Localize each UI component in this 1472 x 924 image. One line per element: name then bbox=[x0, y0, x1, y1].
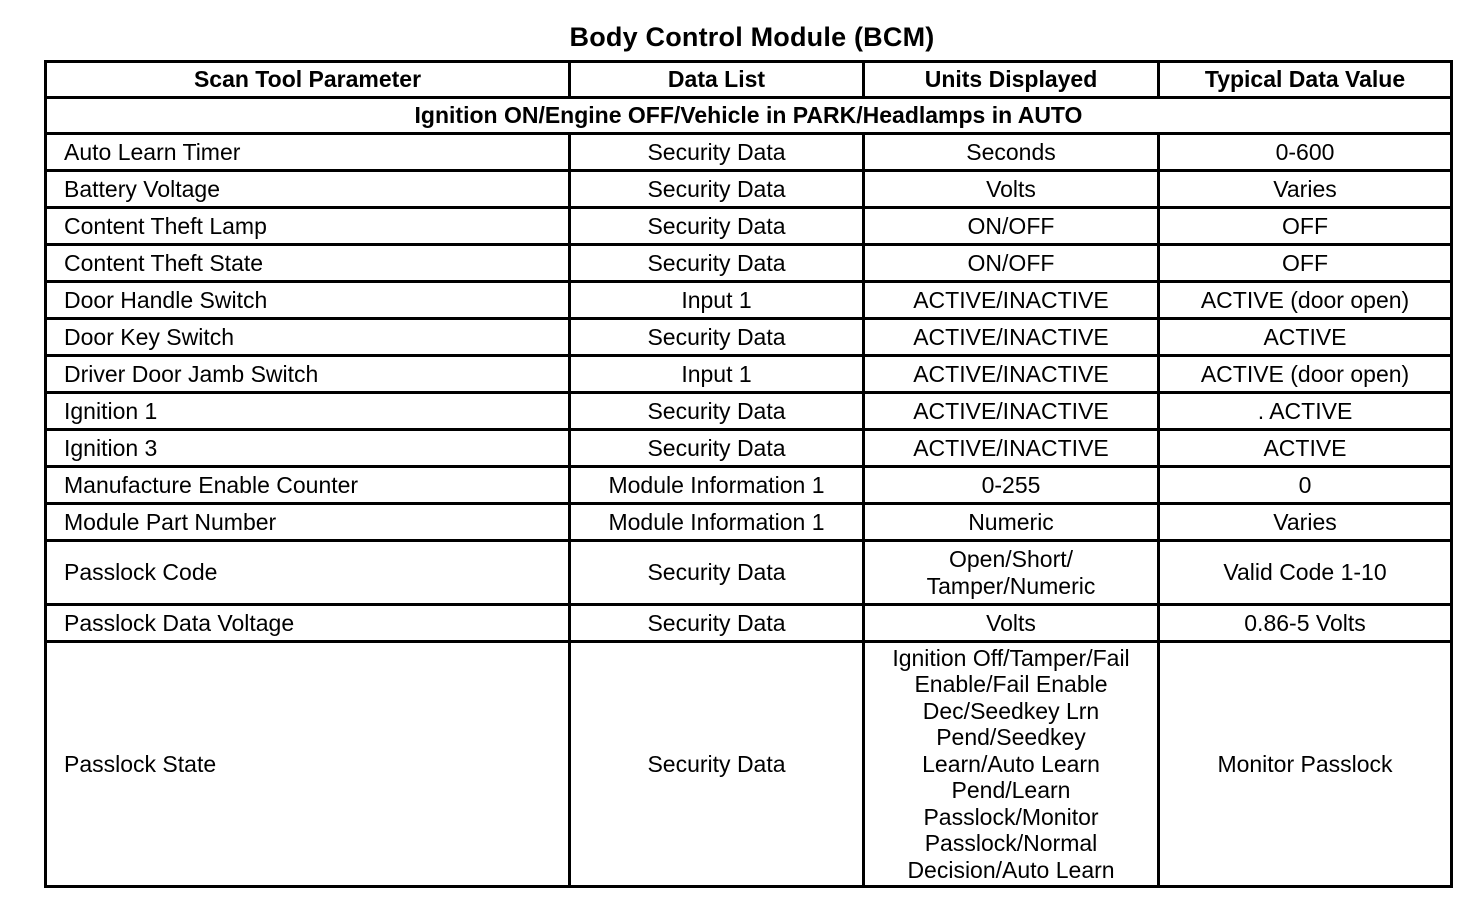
typical-value-cell: Varies bbox=[1159, 171, 1452, 208]
units-cell: Numeric bbox=[864, 504, 1159, 541]
units-line: Open/Short/ bbox=[948, 546, 1074, 572]
units-line: Tamper/Numeric bbox=[926, 572, 1096, 599]
parameter-cell: Manufacture Enable Counter bbox=[46, 467, 570, 504]
data-list-cell: Security Data bbox=[570, 319, 864, 356]
units-cell: Seconds bbox=[864, 134, 1159, 171]
table-row bbox=[46, 245, 1452, 282]
column-header-units: Units Displayed bbox=[864, 62, 1159, 98]
table-row bbox=[46, 430, 1452, 467]
typical-value-cell: Varies bbox=[1159, 504, 1452, 541]
parameter-cell: Content Theft State bbox=[46, 245, 570, 282]
parameter-cell: Passlock Data Voltage bbox=[46, 605, 570, 642]
units-cell: ACTIVE/INACTIVE bbox=[864, 430, 1159, 467]
data-list-cell: Security Data bbox=[570, 430, 864, 467]
data-list-cell: Security Data bbox=[570, 171, 864, 208]
section-heading: Ignition ON/Engine OFF/Vehicle in PARK/Headlamps in AUTO bbox=[46, 98, 1452, 134]
column-header-typical-value: Typical Data Value bbox=[1159, 62, 1452, 98]
parameter-cell: Driver Door Jamb Switch bbox=[46, 356, 570, 393]
units-line: Passlock/Monitor bbox=[923, 803, 1099, 830]
typical-value-cell: Valid Code 1-10 bbox=[1159, 541, 1452, 605]
typical-value-cell: ACTIVE (door open) bbox=[1159, 282, 1452, 319]
data-list-cell: Security Data bbox=[570, 642, 864, 887]
units-line: Enable/Fail Enable bbox=[914, 671, 1108, 698]
typical-value-cell: ACTIVE bbox=[1159, 430, 1452, 467]
column-header-data-list: Data List bbox=[570, 62, 864, 98]
typical-value-cell: ACTIVE bbox=[1159, 319, 1452, 356]
typical-value-cell: 0.86-5 Volts bbox=[1159, 605, 1452, 642]
header-row bbox=[46, 62, 1452, 98]
section-row bbox=[46, 98, 1452, 134]
parameter-cell: Door Key Switch bbox=[46, 319, 570, 356]
units-cell: ON/OFF bbox=[864, 245, 1159, 282]
units-cell: 0-255 bbox=[864, 467, 1159, 504]
units-line: Pend/Learn bbox=[951, 777, 1071, 804]
units-line: Learn/Auto Learn bbox=[922, 750, 1100, 777]
units-line: Decision/Auto Learn bbox=[907, 856, 1115, 883]
parameter-cell: Ignition 3 bbox=[46, 430, 570, 467]
typical-value-cell: 0 bbox=[1159, 467, 1452, 504]
units-cell: ACTIVE/INACTIVE bbox=[864, 282, 1159, 319]
units-line: Dec/Seedkey Lrn bbox=[922, 697, 1100, 724]
table-row bbox=[46, 605, 1452, 642]
data-list-cell: Security Data bbox=[570, 134, 864, 171]
table-row bbox=[46, 134, 1452, 171]
typical-value-cell: Monitor Passlock bbox=[1159, 642, 1452, 887]
units-line: Ignition Off/Tamper/Fail bbox=[892, 644, 1130, 671]
table-row bbox=[46, 171, 1452, 208]
units-cell: Volts bbox=[864, 171, 1159, 208]
parameter-cell: Ignition 1 bbox=[46, 393, 570, 430]
table-row bbox=[46, 541, 1452, 605]
data-list-cell: Security Data bbox=[570, 245, 864, 282]
table-row bbox=[46, 504, 1452, 541]
bcm-data-table bbox=[44, 60, 1453, 888]
parameter-cell: Passlock Code bbox=[46, 541, 570, 605]
column-header-parameter: Scan Tool Parameter bbox=[46, 62, 570, 98]
parameter-cell: Door Handle Switch bbox=[46, 282, 570, 319]
data-list-cell: Security Data bbox=[570, 605, 864, 642]
data-list-cell: Module Information 1 bbox=[570, 467, 864, 504]
table-row bbox=[46, 467, 1452, 504]
typical-value-cell: . ACTIVE bbox=[1159, 393, 1452, 430]
typical-value-cell: 0-600 bbox=[1159, 134, 1452, 171]
typical-value-cell: ACTIVE (door open) bbox=[1159, 356, 1452, 393]
units-line: Pend/Seedkey bbox=[936, 724, 1086, 751]
typical-value-cell: OFF bbox=[1159, 245, 1452, 282]
units-cell bbox=[864, 541, 1159, 605]
data-list-cell: Module Information 1 bbox=[570, 504, 864, 541]
table-row bbox=[46, 319, 1452, 356]
units-cell: ACTIVE/INACTIVE bbox=[864, 319, 1159, 356]
units-cell: ACTIVE/INACTIVE bbox=[864, 393, 1159, 430]
table-row bbox=[46, 393, 1452, 430]
units-cell: Volts bbox=[864, 605, 1159, 642]
parameter-cell: Content Theft Lamp bbox=[46, 208, 570, 245]
data-list-cell: Input 1 bbox=[570, 356, 864, 393]
data-list-cell: Security Data bbox=[570, 393, 864, 430]
table-row bbox=[46, 208, 1452, 245]
data-list-cell: Security Data bbox=[570, 541, 864, 605]
units-line: Passlock/Normal bbox=[924, 830, 1098, 857]
units-cell: ON/OFF bbox=[864, 208, 1159, 245]
parameter-cell: Module Part Number bbox=[46, 504, 570, 541]
table-row bbox=[46, 642, 1452, 887]
parameter-cell: Battery Voltage bbox=[46, 171, 570, 208]
typical-value-cell: OFF bbox=[1159, 208, 1452, 245]
table-row bbox=[46, 282, 1452, 319]
table-title: Body Control Module (BCM) bbox=[569, 22, 935, 52]
parameter-cell: Auto Learn Timer bbox=[46, 134, 570, 171]
units-cell: ACTIVE/INACTIVE bbox=[864, 356, 1159, 393]
units-cell bbox=[864, 642, 1159, 887]
data-list-cell: Security Data bbox=[570, 208, 864, 245]
table-row bbox=[46, 356, 1452, 393]
data-list-cell: Input 1 bbox=[570, 282, 864, 319]
parameter-cell: Passlock State bbox=[46, 642, 570, 887]
